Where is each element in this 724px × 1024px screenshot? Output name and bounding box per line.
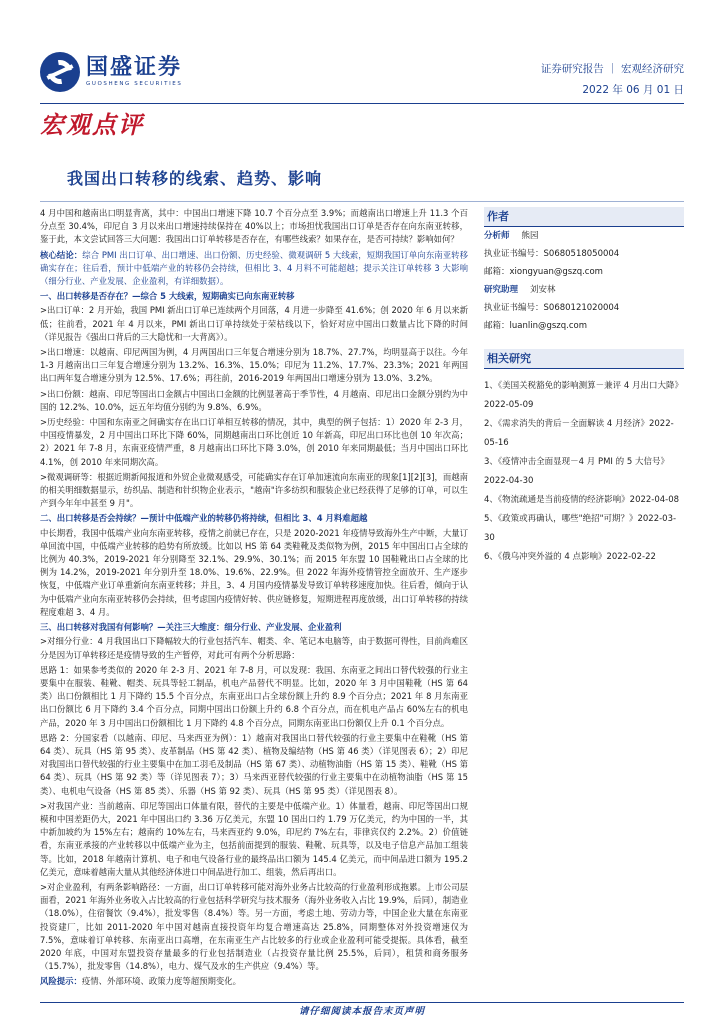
footer-disclaimer: 请仔细阅读本报告末页声明 (298, 1006, 425, 1017)
related-item-date: 2022-04-08 (629, 495, 680, 505)
analyst-role: 分析师 (484, 231, 510, 241)
analyst-cert-row (484, 245, 684, 263)
section-1-history: >历史经验：中国和东南亚之间确实存在出口订单相互转移的情况，其中，典型的例子包括：1）2020 年 2-3 月，中国疫情暴发，2 月中国出口环比下降 60%，同期越南出口环比创近 10 年新高，印尼出口环比也创 10 年次高；2）2021 年 7-8 月，东南亚疫情严重，8 月越南出口环比下降 3.0%，创 2010 年来同期最低；当月中国出口环比 4.1%，创 2010 年来同期次高。 (40, 417, 468, 467)
core-conclusion (40, 249, 468, 289)
related-item-date: 2022-03-30 (484, 514, 677, 543)
assistant-cert: S0680121020004 (543, 303, 620, 313)
analyst-cert-label: 执业证书编号： (484, 249, 544, 259)
related-item-date: 2022-04-30 (484, 476, 534, 486)
assistant-email-label: 邮箱： (484, 321, 510, 331)
analyst-cert: S0680518050004 (543, 249, 620, 259)
related-item-title[interactable]: 5、《政策或再确认，哪些"绝招"可期？》 (484, 514, 638, 524)
section-3-approach-2: 思路 2：分国家看（以越南、印尼、马来西亚为例）：1）越南对我国出口替代较强的行业主要集中在鞋靴（HS 第 64 类）、玩具（HS 第 95 类）、皮革制品（HS 第 42 类）、植物及编结物（HS 第 46 类）（详见图表 6）；2）印尼对我国出口替代较强的行业主要集中在加工羽毛及制品（HS 第 67 类）、动植物油脂（HS 第 15 类）、鞋靴（HS 第 64 类）、玩具（HS 第 92 类）等（详见图表 7）；3）马来西亚替代较强的行业主要集中在动植物油脂（HS 第 15 类）、电机电气设备（HS 第 85 类）、乐器（HS 第 92 类）、玩具（HS 第 95 类）（详见图表 8）。 (40, 732, 468, 796)
core-conclusion-label: 核心结论： (40, 249, 83, 260)
section-3-approach-1: 思路 1：如果参考类似的 2020 年 2-3 月、2021 年 7-8 月，可以发现：我国、东南亚之间出口替代较强的行业主要集中在服装、鞋靴、帽类、玩具等轻工制品，机电产品替代不明显。比如，2020 年 3 月中国鞋靴（HS 第 64 类）出口份额相比 1 月下降约 15.5 个百分点，东南亚出口占全球份额上升约 8.9 个百分点；2021 年 8 月东南亚出口份额比 6 月下降约 3.4 个百分点，同期中国出口份额上升约 6.8 个百分点，而在机电产品占 60%左右的机电产品，2020 年 3 月中国出口份额相比 1 月下降约 4.8 个百分点，同期东南亚出口份额仅上升 0.1 个百分点。 (40, 664, 468, 728)
report-body (40, 207, 468, 989)
related-item-date: 2022-05-16 (484, 419, 674, 448)
section-1-share: >出口份额：越南、印尼等国出口金额占中国出口金额的比例显著高于季节性，4 月越南、印尼出口金额分别约为中国的 12.2%、10.0%，远五年均值分别约为 9.8%、6.9%。 (40, 388, 468, 412)
section-1-heading: 一、出口转移是否存在？—综合 5 大线索，短期确实已向东南亚转移 (40, 291, 295, 302)
section-3-heading: 三、出口转移对我国有何影响？—关注三大维度：细分行业、产业发展、企业盈利 (40, 622, 342, 633)
risk-warning (40, 975, 468, 988)
related-item-date: 2022-05-09 (484, 400, 534, 410)
related-item-date: 2022-02-22 (606, 552, 656, 562)
assistant-cert-row (484, 299, 684, 317)
related-item[interactable] (484, 510, 684, 548)
related-research-heading: 相关研究 (484, 349, 684, 369)
analyst-email-row (484, 263, 684, 281)
section-1-micro: >微观调研等：根据近期新闻报道和外贸企业微观感受，可能确实存在订单加速流向东南亚的现象[1][2][3]，而越南的相关明细数据显示，纺织品、制造和针织物企业表示，"越南"许多纺织和服装企业已经获得了足够的订单，可以生产到今年年中甚至 9 月"。 (40, 471, 468, 509)
assistant-row (484, 281, 684, 299)
assistant-cert-label: 执业证书编号： (484, 303, 544, 313)
related-item[interactable]: 3、《疫情冲击全面显现－4 月 PMI 的 5 大信号》 (484, 457, 669, 467)
logo-icon (40, 52, 80, 92)
analyst-row (484, 227, 684, 245)
intro-paragraph: 4 月中国和越南出口明显背离，其中：中国出口增速下降 10.7 个百分点至 3.9%；而越南出口增速上升 11.3 个百分点至 30.4%，印尼自 3 月以来出口增速持续保持在 40%以上；市场担忧我国出口订单是否存在向东南亚转移，鉴于此，本文尝试回答三大问题：我国出口订单转移是否存在，有哪些线索？如果存在，是否可持续？影响如何？ (40, 208, 468, 245)
title-divider (40, 201, 684, 202)
risk-label: 风险提示： (40, 976, 82, 987)
assistant-email-row (484, 317, 684, 335)
section-3-industries: >对细分行业：4 月我国出口下降幅较大的行业包括汽车、帽类、伞、笔记本电脑等，由于数据可得性，目前尚难区分是因为订单转移还是疫情导致的生产暂停，对此可有两个分析思路： (40, 636, 468, 660)
section-1-orders: >出口订单：2 月开始，我国 PMI 新出口订单已连续两个月回落，4 月进一步降至 41.6%；创 2020 年 6 月以来新低；往前看，2021 年 4 月以来，PMI 新出口订单持续处于荣枯线以下，恰好对应中国出口数量占比下降的时间（详见报告《强出口背后的三大隐忧和一大背离》）。 (40, 305, 468, 342)
related-item[interactable]: 1、《美国关税豁免的影响测算－兼评 4 月出口大降》 (484, 381, 683, 391)
company-logo (40, 52, 182, 92)
header-divider (40, 103, 684, 104)
footer-divider (40, 1002, 684, 1003)
section-2-body: 中长期看，我国中低端产业向东南亚转移，疫情之前就已存在，只是 2020-2021 年疫情导致海外生产中断，大量订单回流中国，中低端产业转移的趋势有所放缓。比如以 HS 第 64 类鞋靴及类似物为例，2015 年中国出口占全球的比例为 40.3%，2019-2021 年分别降至 32.1%、29.9%、30.1%；而 2015 年东盟 10 国鞋靴出口占全球的比例为 14.2%，2019-2021 年分别升至 18.0%、19.6%、22.9%。但 2022 年海外疫情管控全面放开、生产逐步恢复，中低端产业订单重新向东南亚转移；并且，3、4 月国内疫情暴发导致订单转移速度加快。往后看，倾向于认为中低端产业向东南亚转移仍会持续，但考虑国内疫情好转、供应链修复，短期进程再度放缓，出口订单转移的持续程度难超 3、4 月。 (40, 527, 468, 617)
related-item[interactable] (484, 491, 684, 510)
report-title: 我国出口转移的线索、趋势、影响 (67, 169, 323, 188)
sidebar (484, 207, 684, 567)
risk-text: 疫情、外部环境、政策力度等超预期变化。 (81, 976, 241, 987)
related-list (484, 377, 684, 567)
related-item-title[interactable]: 2、《需求消失的背后－全面解读 4 月经济》 (484, 419, 649, 429)
assistant-name: 刘安林 (530, 285, 556, 295)
section-1-growth: >出口增速：以越南、印尼两国为例，4 月两国出口三年复合增速分别为 18.7%、27.7%，均明显高于以往。今年 1-3 月越南出口三年复合增速分别为 13.2%、16.3%、15.0%；印尼为 11.2%、17.7%、23.3%；2021 年两国出口两年复合增速分别为 12.5%、17.6%；再往前，2016-2019 年两国出口增速分别为 13.0%、3.2%。 (40, 347, 468, 384)
report-category: 宏观点评 (40, 110, 144, 139)
analyst-email-label: 邮箱： (484, 267, 510, 277)
report-type: 证券研究报告 ｜ 宏观经济研究 (540, 63, 684, 75)
related-item[interactable] (484, 548, 684, 567)
assistant-email[interactable]: luanlin@gszq.com (509, 321, 588, 331)
section-3-profit-impact: >对企业盈利，有两条影响路径：一方面，出口订单转移可能对海外业务占比较高的行业盈利形成拖累。上市公司层面看，2021 年海外业务收入占比较高的行业包括科学研究与技术服务（海外业务收入占比 19.9%，后同），制造业（18.0%），住宿餐饮（9.4%），批发零售（8.4%）等。另一方面，考虑土地、劳动力等，中国企业大量在东南亚投资建厂，比如 2011-2020 年中国对越南直接投资年均复合增速高达 25.8%，同期整体对外投资增速仅为 7.5%，意味着订单转移、东南亚出口高增，在东南亚生产占比较多的行业或企业盈利可能受提振。具体看，截至 2020 年底，中国对东盟投资存量最多的行业包括制造业（占投资存量比例 25.5%，后同），租赁和商务服务（15.7%），批发零售（14.8%），电力、煤气及水的生产供应（9.4%）等。 (40, 881, 468, 972)
core-conclusion-text: 综合 PMI 出口订单、出口增速、出口份额、历史经验、微观调研 5 大线索，短期我国订单向东南亚转移确实存在；往后看，预计中低端产业的转移仍会持续，但相比 3、4 月料不可能超越；提示关注订单转移 3 大影响（细分行业、产业发展、企业盈利，有详细数据）。 (40, 249, 468, 287)
logo-english-name: GUOSHENG SECURITIES (86, 81, 183, 87)
related-item-title[interactable]: 4、《物流疏通是当前疫情的经济影响》 (484, 495, 630, 505)
related-item[interactable] (484, 415, 684, 453)
authors-heading: 作者 (484, 207, 684, 227)
report-date: 2022 年 06 月 01 日 (582, 84, 684, 96)
section-2-heading: 二、出口转移是否会持续？—预计中低端产业的转移仍将持续，但相比 3、4 月料难超越 (40, 513, 368, 524)
section-3-industry-impact: >对我国产业：当前越南、印尼等国出口体量有限，替代的主要是中低端产业。1）体量看，越南、印尼等国出口规模和中国差距仍大，2021 年中国出口约 3.36 万亿美元，东盟 10 国出口约 1.79 万亿美元，约为中国的一半，其中新加坡约为 15%左右；越南约 10%左右，马来西亚约 9.0%，印尼约 7%左右，菲律宾仅约 2.2%。2）价值链看，东南亚承接的产业转移以中低端产业为主，包括前面提到的服装、鞋靴、玩具等，以及电子信息产品加工组装等。比如，2018 年越南计算机、电子和电气设备行业的最终品出口额为 145.4 亿美元，而中间品进口额为 195.2 亿美元，意味着越南大量从其他经济体进口中间品进行加工、组装，然后再出口。 (40, 800, 468, 877)
logo-name: 国盛证券 (86, 55, 183, 80)
analyst-name: 熊园 (521, 231, 539, 241)
related-item-title[interactable]: 6、《俄乌冲突外溢的 4 点影响》 (484, 552, 607, 562)
assistant-role: 研究助理 (484, 285, 519, 295)
analyst-email[interactable]: xiongyuan@gszq.com (509, 267, 603, 277)
